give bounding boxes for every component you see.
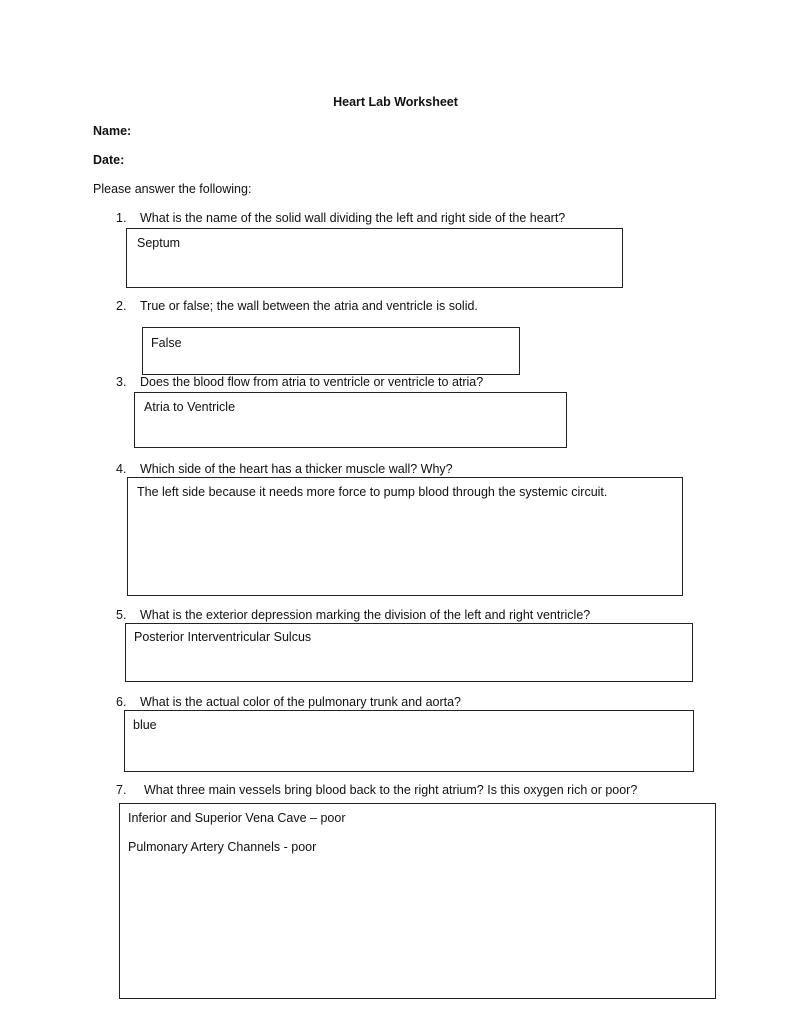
question-text: What three main vessels bring blood back to the right atrium? Is this oxygen rich or poor? [144, 783, 638, 797]
question-text: True or false; the wall between the atria and ventricle is solid. [140, 299, 478, 313]
answer-2: False [151, 336, 182, 350]
question-6 [116, 695, 461, 709]
date-label: Date: [93, 153, 125, 167]
answer-7-line-1: Inferior and Superior Vena Cave – poor [128, 811, 346, 825]
answer-box-2[interactable] [142, 327, 520, 375]
question-number: 6. [116, 695, 127, 709]
question-number: 4. [116, 462, 127, 476]
answer-4: The left side because it needs more force to pump blood through the systemic circuit. [137, 485, 608, 499]
question-3 [116, 375, 483, 389]
question-4 [116, 462, 453, 476]
question-number: 1. [116, 211, 127, 225]
question-number: 2. [116, 299, 127, 313]
question-2 [116, 299, 478, 313]
question-text: What is the exterior depression marking the division of the left and right ventricle? [140, 608, 591, 622]
answer-1: Septum [137, 236, 181, 250]
question-number: 3. [116, 375, 127, 389]
name-label: Name: [93, 124, 132, 138]
question-text: Does the blood flow from atria to ventricle or ventricle to atria? [140, 375, 484, 389]
question-text: Which side of the heart has a thicker muscle wall? Why? [140, 462, 453, 476]
answer-3: Atria to Ventricle [144, 400, 236, 414]
answer-6: blue [133, 718, 157, 732]
answer-box-6[interactable] [124, 710, 694, 772]
question-text: What is the actual color of the pulmonary trunk and aorta? [140, 695, 462, 709]
question-number: 7. [116, 783, 127, 797]
question-7 [116, 783, 637, 797]
answer-box-1[interactable] [126, 228, 623, 288]
answer-box-7[interactable] [119, 803, 716, 999]
instructions: Please answer the following: [93, 182, 252, 196]
answer-7-line-2: Pulmonary Artery Channels - poor [128, 840, 317, 854]
page-title: Heart Lab Worksheet [333, 95, 458, 109]
question-number: 5. [116, 608, 127, 622]
answer-5: Posterior Interventricular Sulcus [134, 630, 312, 644]
question-1 [116, 211, 565, 225]
question-5 [116, 608, 590, 622]
question-text: What is the name of the solid wall dividing the left and right side of the heart? [140, 211, 566, 225]
